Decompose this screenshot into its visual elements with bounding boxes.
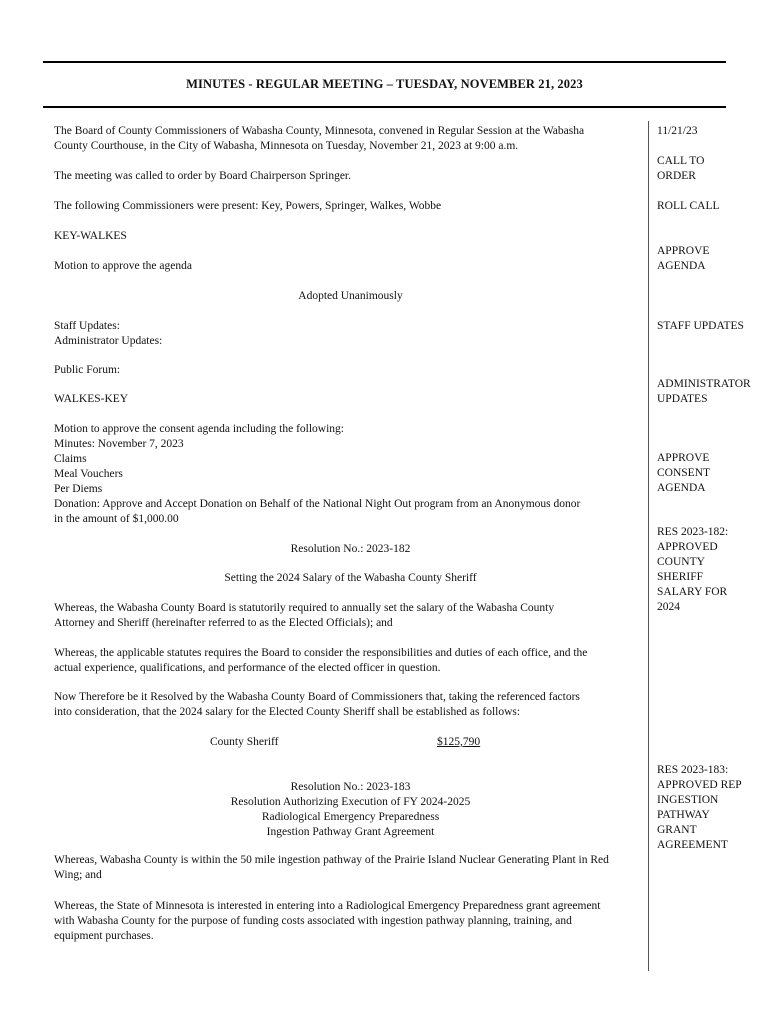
margin-call-to-order: CALL TO [657,155,705,167]
res183-heading-line: Resolution No.: 2023-183 [290,781,411,793]
margin-staff-updates: STAFF UPDATES [657,320,744,332]
consent-line: in the amount of $1,000.00 [54,513,179,525]
intro-line-2: County Courthouse, in the City of Wabasha, Minnesota on Tuesday, November 21, 2023 at 9:00 a.m. [54,140,519,152]
res182-whereas1-line: Whereas, the Wabasha County Board is statutorily required to annually set the salary of the Wabasha County [54,602,555,614]
margin-res182: APPROVED [657,541,718,553]
res183-heading-line: Resolution Authorizing Execution of FY 2024-2025 [230,796,471,808]
margin-res182: RES 2023-182: [657,526,729,538]
margin-res183: APPROVED REP [657,779,742,791]
margin-admin-updates: UPDATES [657,393,708,405]
res182-whereas2-line: actual experience, qualifications, and performance of the elected officer in question. [54,662,441,674]
page-title: MINUTES - REGULAR MEETING – TUESDAY, NOVEMBER 21, 2023 [186,77,583,91]
margin-res183: RES 2023-183: [657,764,729,776]
salary-label: County Sheriff [210,736,279,748]
margin-res183: GRANT [657,824,697,836]
motion2-movers: WALKES-KEY [54,393,129,405]
margin-date: 11/21/23 [657,125,698,137]
res183-heading-line: Ingestion Pathway Grant Agreement [266,826,435,838]
res183-whereas1-line: Whereas, Wabasha County is within the 50 mile ingestion pathway of the Prairie Island Nuclear Generating Plant in Red [54,854,609,866]
margin-approve-agenda: APPROVE [657,245,710,257]
admin-updates-label: Administrator Updates: [54,335,163,347]
intro-line-1: The Board of County Commissioners of Wabasha County, Minnesota, convened in Regular Session at the Wabasha [54,125,585,137]
consent-line: Meal Vouchers [54,468,123,480]
margin-res182: COUNTY [657,556,705,568]
res182-resolved-line: Now Therefore be it Resolved by the Wabasha County Board of Commissioners that, taking the referenced factors [54,691,580,703]
res183-whereas2-line: Whereas, the State of Minnesota is interested in entering into a Radiological Emergency Preparedness grant agreement [54,900,601,912]
consent-line: Motion to approve the consent agenda including the following: [54,423,344,435]
margin-res183: AGREEMENT [657,839,728,851]
res183-whereas2-line: with Wabasha County for the purpose of funding costs associated with ingestion pathway planning, training, and [54,915,572,927]
margin-admin-updates: ADMINISTRATOR [657,378,751,390]
margin-roll-call: ROLL CALL [657,200,720,212]
motion1-movers: KEY-WALKES [54,230,127,242]
consent-line: Donation: Approve and Accept Donation on Behalf of the National Night Out program from an Anonymous donor [54,498,581,510]
margin-res183: PATHWAY [657,809,710,821]
margin-consent-agenda: APPROVE [657,452,710,464]
margin-res182: SALARY FOR [657,586,728,598]
margin-consent-agenda: AGENDA [657,482,706,494]
public-forum-label: Public Forum: [54,364,121,376]
res183-whereas2-line: equipment purchases. [54,930,154,942]
res182-whereas1-line: Attorney and Sheriff (hereinafter referred to as the Elected Officials); and [54,617,393,629]
margin-res182: SHERIFF [657,571,704,583]
consent-line: Per Diems [54,483,103,495]
res183-heading-line: Radiological Emergency Preparedness [261,811,440,823]
margin-res182: 2024 [657,601,680,613]
salary-amount: $125,790 [437,736,481,748]
margin-call-to-order: ORDER [657,170,696,182]
res182-whereas2-line: Whereas, the applicable statutes requires the Board to consider the responsibilities and duties of each office, and the [54,647,588,659]
margin-divider [648,121,649,971]
staff-updates-label: Staff Updates: [54,320,120,332]
margin-approve-agenda: AGENDA [657,260,706,272]
res182-title: Setting the 2024 Salary of the Wabasha County Sheriff [224,572,477,584]
res182-number: Resolution No.: 2023-182 [290,543,411,555]
consent-line: Minutes: November 7, 2023 [54,438,184,450]
call-to-order-text: The meeting was called to order by Board Chairperson Springer. [54,170,352,182]
res183-whereas1-line: Wing; and [54,869,102,881]
roll-call-text: The following Commissioners were present: Key, Powers, Springer, Walkes, Wobbe [54,200,442,212]
margin-res183: INGESTION [657,794,719,806]
margin-consent-agenda: CONSENT [657,467,711,479]
motion1-text: Motion to approve the agenda [54,260,192,272]
res182-resolved-line: into consideration, that the 2024 salary for the Elected County Sheriff shall be established as follows: [54,706,521,718]
consent-line: Claims [54,453,87,465]
motion1-result: Adopted Unanimously [298,290,403,302]
